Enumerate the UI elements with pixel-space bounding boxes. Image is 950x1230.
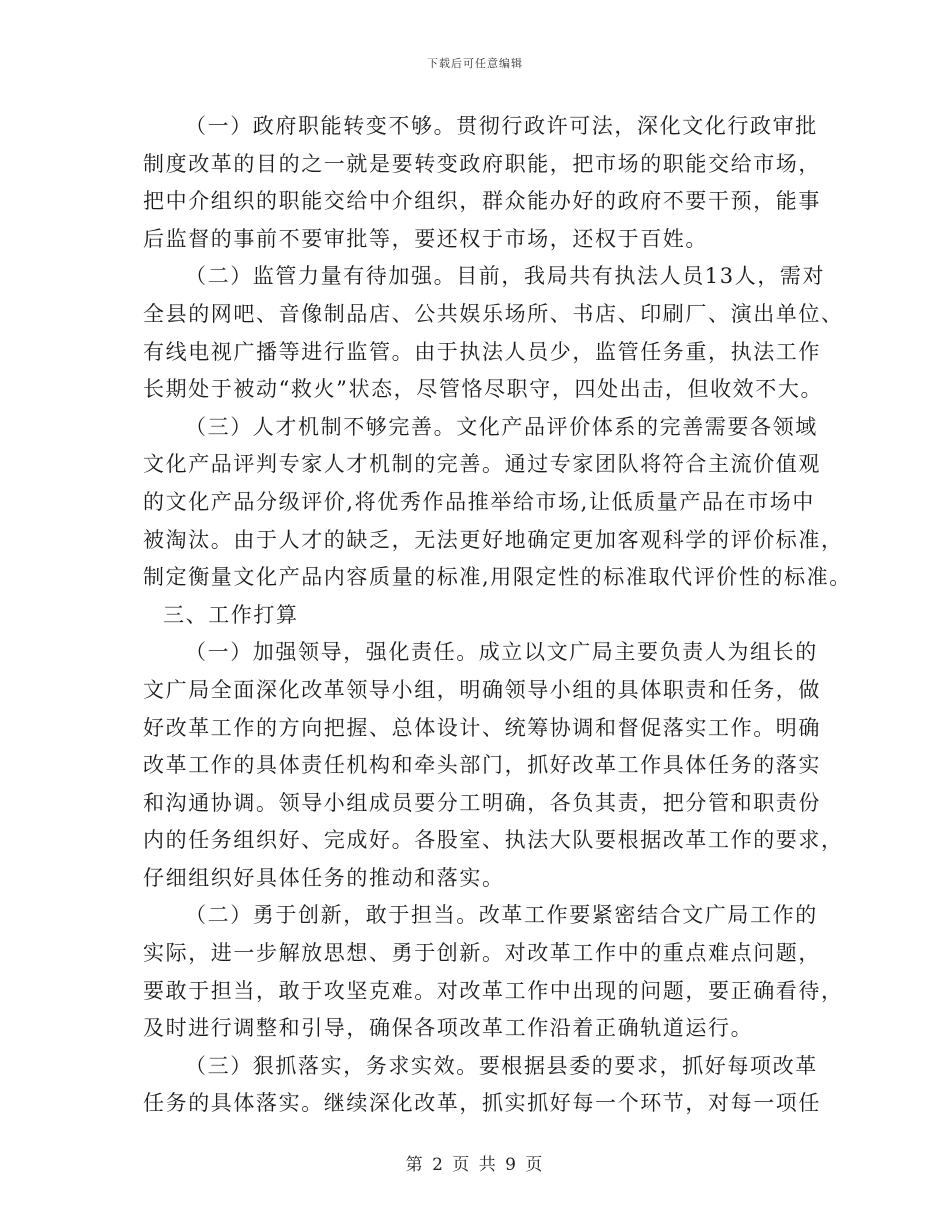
text-line: 及时进行调整和引导，确保各项改革工作沿着正确轨道运行。 (143, 1016, 754, 1041)
text-line: 文广局全面深化改革领导小组，明确领导小组的具体职责和任务，做 (143, 677, 821, 702)
header-note: 下载后可任意编辑 (427, 57, 523, 70)
text-line: 实际，进一步解放思想、勇于创新。对改革工作中的重点难点问题， (143, 941, 821, 966)
text-line: 制定衡量文化产品内容质量的标准,用限定性的标准取代评价性的标准。 (143, 565, 852, 590)
text-line: （一）加强领导，强化责任。成立以文广局主要负责人为组长的 (185, 640, 818, 665)
text-line: 把中介组织的职能交给中介组织，群众能办好的政府不要干预，能事 (143, 189, 821, 214)
text-line: （二）监管力量有待加强。目前，我局共有执法人员13人，需对 (185, 264, 826, 289)
document-body (143, 108, 852, 1123)
text-line: （一）政府职能转变不够。贯彻行政许可法，深化文化行政审批 (185, 114, 818, 138)
text-line: 长期处于被动“救火”状态，尽管恪尽职守，四处出击，但收效不大。 (143, 377, 824, 402)
text-line: 有线电视广播等进行监管。由于执法人员少，监管任务重，执法工作 (143, 339, 821, 364)
text-line: 后监督的事前不要审批等，要还权于市场，还权于百姓。 (143, 226, 708, 251)
text-line: 和沟通协调。领导小组成员要分工明确，各负其责，把分管和职责份 (143, 790, 821, 815)
text-line: 任务的具体落实。继续深化改革，抓实抓好每一个环节，对每一项任 (143, 1091, 821, 1116)
text-line: 改革工作的具体责任机构和牵头部门，抓好改革工作具体任务的落实 (143, 753, 821, 778)
text-line: 仔细组织好具体任务的推动和落实。 (143, 865, 505, 890)
page-number: 第 2 页 共 9 页 (405, 1155, 545, 1175)
text-line: （二）勇于创新，敢于担当。改革工作要紧密结合文广局工作的 (185, 903, 818, 928)
text-line: 内的任务组织好、完成好。各股室、执法大队要根据改革工作的要求， (143, 828, 844, 853)
text-line: （三）人才机制不够完善。文化产品评价体系的完善需要各领域 (185, 414, 818, 439)
text-line: 好改革工作的方向把握、总体设计、统筹协调和督促落实工作。明确 (143, 715, 821, 740)
section-heading: 三、工作打算 (163, 602, 299, 627)
text-line: 的文化产品分级评价,将优秀作品推举给市场,让低质量产品在市场中 (143, 489, 815, 514)
text-line: 文化产品评判专家人才机制的完善。通过专家团队将符合主流价值观 (143, 452, 821, 477)
text-line: （三）狠抓落实，务求实效。要根据县委的要求，抓好每项改革 (185, 1053, 818, 1078)
text-line: 全县的网吧、音像制品店、公共娱乐场所、书店、印刷厂、演出单位、 (143, 301, 844, 326)
text-line: 要敢于担当，敢于攻坚克难。对改革工作中出现的问题，要正确看待， (143, 978, 844, 1003)
text-line: 被淘汰。由于人才的缺乏，无法更好地确定更加客观科学的评价标准， (143, 527, 844, 552)
text-line: 制度改革的目的之一就是要转变政府职能，把市场的职能交给市场， (143, 151, 821, 176)
